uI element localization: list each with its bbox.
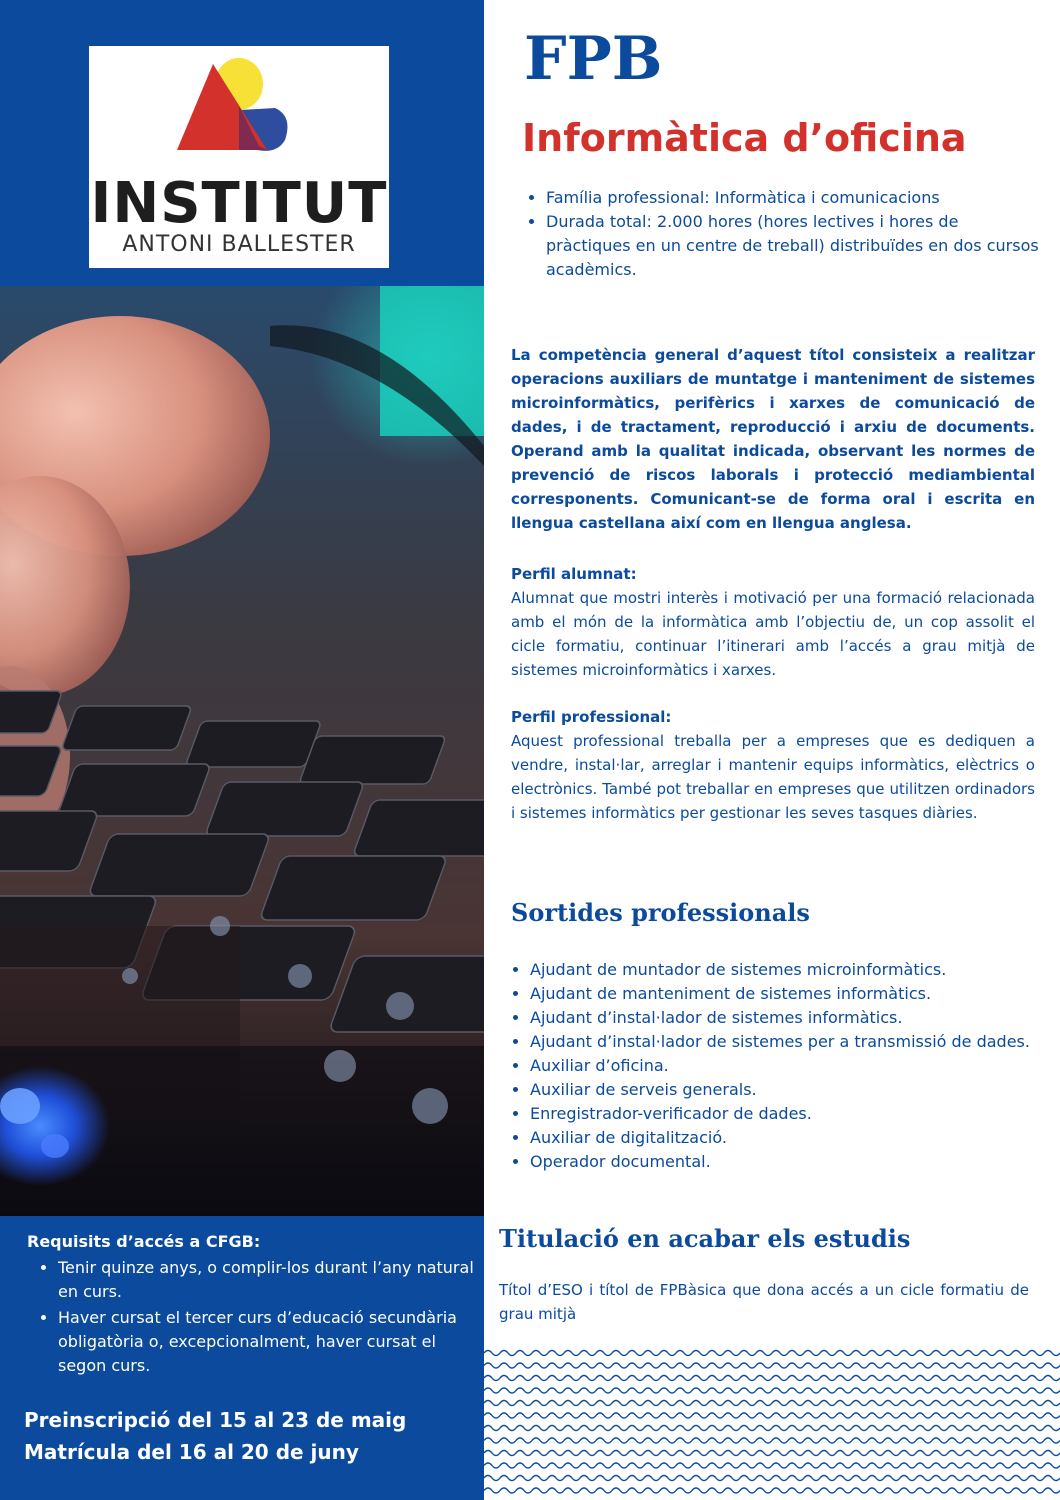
logo-mark-icon: [89, 46, 389, 166]
wave-line: [484, 1363, 1060, 1368]
career-outlet-item: • Auxiliar de serveis generals.: [530, 1078, 1050, 1102]
wave-line: [484, 1438, 1060, 1443]
requirements-list: [30, 1256, 478, 1380]
general-competence: La competència general d’aquest títol consisteix a realitzar operacions auxiliars de muntatge i manteniment de sistemes microinformàtics, perifèrics i xarxes de comunicació de dades, i de tractament, reproducció i arxiu de documents. Operand amb la qualitat indicada, observant les normes de prevenció de riscos laborals i protecció mediambiental corresponents. Comunicant-se de forma oral i escrita en llengua castellana així com en llengua anglesa.: [511, 346, 1035, 532]
logo-title: INSTITUT: [90, 171, 388, 236]
wave-line: [484, 1351, 1060, 1356]
enrolment-dates: [24, 1404, 464, 1468]
career-outlet-item: • Ajudant de muntador de sistemes microinformàtics.: [530, 958, 1050, 982]
student-profile-text: Alumnat que mostri interès i motivació per una formació relacionada amb el món de la informàtica amb l’objectiu de, un cop assolit el cicle formatiu, continuar l’itinerari amb l’accés a grau mitjà de sistemes microinformàtics i xarxes.: [511, 589, 1035, 679]
keyboard-illustration: [0, 286, 484, 1216]
professional-profile-label: Perfil professional:: [511, 708, 672, 726]
wave-line: [484, 1413, 1060, 1418]
career-outlets-list: [510, 958, 1050, 1174]
page-title: FPB: [524, 24, 663, 94]
wave-line: [484, 1476, 1060, 1481]
student-profile: [511, 562, 1035, 682]
student-profile-label: Perfil alumnat:: [511, 565, 637, 583]
page-subtitle: Informàtica d’oficina: [522, 116, 967, 160]
wave-line: [484, 1463, 1060, 1468]
wave-line: [484, 1488, 1060, 1493]
requirement-item: • Tenir quinze anys, o complir-los durant l’any natural en curs.: [58, 1256, 478, 1304]
requirements-panel: [0, 1216, 484, 1500]
course-info-list: [526, 186, 1046, 282]
career-outlets-heading: Sortides professionals: [511, 898, 810, 927]
wave-pattern: [484, 1345, 1060, 1500]
career-outlet-item: • Auxiliar d’oficina.: [530, 1054, 1050, 1078]
left-column: [0, 0, 484, 1500]
career-outlet-item: • Auxiliar de digitalització.: [530, 1126, 1050, 1150]
logo-subtitle: ANTONI BALLESTER: [122, 232, 356, 257]
course-info-item: • Família professional: Informàtica i comunicacions: [546, 186, 1046, 210]
registration-date: Matrícula del 16 al 20 de juny: [24, 1440, 359, 1464]
career-outlet-item: • Operador documental.: [530, 1150, 1050, 1174]
career-outlet-item: • Ajudant d’instal·lador de sistemes per a transmissió de dades.: [530, 1030, 1050, 1054]
school-logo: [89, 46, 389, 268]
professional-profile: [511, 705, 1035, 825]
career-outlet-item: • Ajudant de manteniment de sistemes informàtics.: [530, 982, 1050, 1006]
wave-line: [484, 1388, 1060, 1393]
logo-band: [0, 0, 484, 286]
wave-line: [484, 1376, 1060, 1381]
requirements-title: Requisits d’accés a CFGB:: [27, 1232, 261, 1251]
course-info-item: • Durada total: 2.000 hores (hores lectives i hores de pràctiques en un centre de treball) distribuïdes en dos cursos acadèmics.: [546, 210, 1046, 282]
right-column: [484, 0, 1060, 1500]
wave-line: [484, 1426, 1060, 1431]
career-outlet-item: • Ajudant d’instal·lador de sistemes informàtics.: [530, 1006, 1050, 1030]
wave-line: [484, 1401, 1060, 1406]
requirement-item: • Haver cursat el tercer curs d’educació secundària obligatòria o, excepcionalment, haver cursat el segon curs.: [58, 1306, 478, 1378]
professional-profile-text: Aquest professional treballa per a empreses que es dediquen a vendre, instal·lar, arreglar i mantenir equips informàtics, elèctrics o electrònics. També pot treballar en empreses que utilitzen ordinadors i sistemes informàtics per gestionar les seves tasques diàries.: [511, 732, 1035, 822]
wave-line: [484, 1451, 1060, 1456]
qualification-text: Títol d’ESO i títol de FPBàsica que dona accés a un cicle formatiu de grau mitjà: [499, 1281, 1029, 1323]
qualification-heading: Titulació en acabar els estudis: [499, 1224, 911, 1253]
preinscription-date: Preinscripció del 15 al 23 de maig: [24, 1408, 407, 1432]
career-outlet-item: • Enregistrador-verificador de dades.: [530, 1102, 1050, 1126]
keyboard-photo: [0, 286, 484, 1216]
